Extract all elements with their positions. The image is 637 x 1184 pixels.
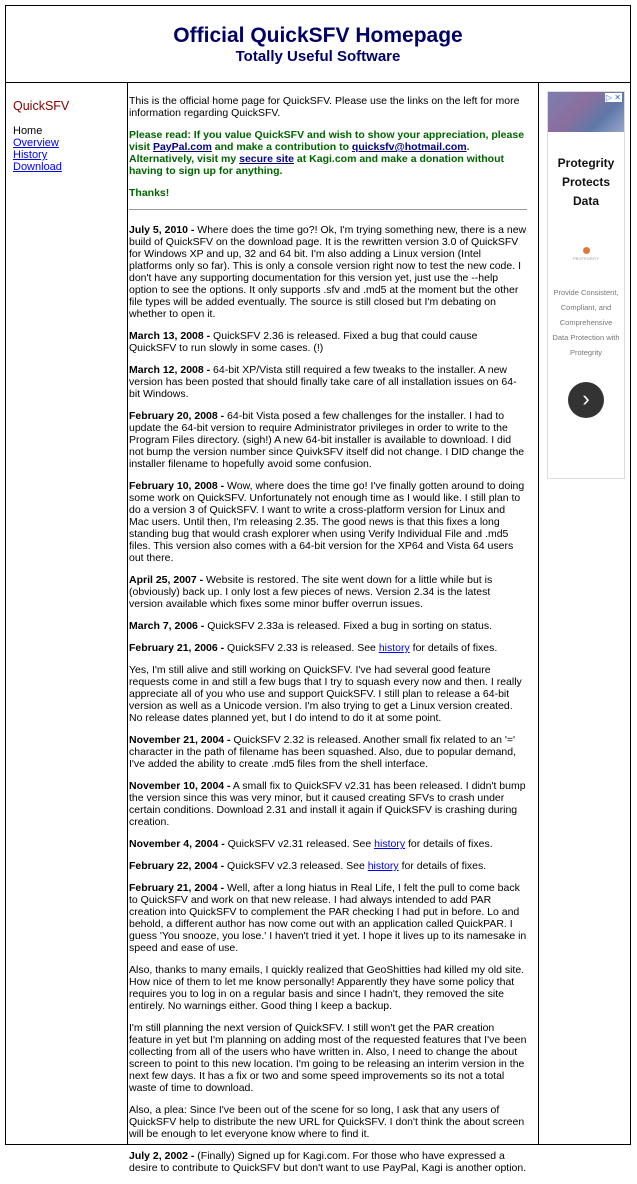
- ad-next-arrow-icon[interactable]: ›: [568, 382, 604, 418]
- page-title: Official QuickSFV Homepage: [173, 24, 463, 47]
- ad-logo-text: PROTEGRITY: [572, 256, 599, 261]
- sidebar-item-download[interactable]: Download: [13, 161, 62, 173]
- news-text: Website is restored. The site went down for a little while but is (obviously) back up. I only lost a few pieces of news. Version 2.34 is the latest version available which fixes some minor buffer overrun issues.: [129, 574, 493, 610]
- news-date: November 10, 2004 -: [129, 780, 231, 792]
- sidebar-item-history[interactable]: History: [13, 149, 48, 161]
- site-header: [6, 6, 630, 83]
- news-item: [129, 1150, 527, 1174]
- news-date: February 22, 2004 -: [129, 860, 225, 872]
- news-text: Yes, I'm still alive and still working on QuickSFV. I've had several good feature requests come in and still a few bugs that I try to squash every now and then. I really appreciate all of you who use and support QuickSFV. I still plan to release a 64-bit version as well as a Unicode version. I'm also trying to get a Linux version created. No release dates planned yet, but I do intend to do it at some point.: [129, 664, 522, 724]
- news-date: March 12, 2008 -: [129, 364, 211, 376]
- news-item: [129, 734, 527, 770]
- news-item: [129, 838, 527, 850]
- donation-text: Please read: If you value QuickSFV and wish to show your appreciation, please visit: [129, 129, 525, 153]
- news-text: QuickSFV 2.33a is released. Fixed a bug in sorting on status.: [204, 620, 493, 632]
- sidebar-nav: [13, 125, 127, 173]
- history-link[interactable]: history: [374, 838, 406, 850]
- news-text: Well, after a long hiatus in Real Life, I felt the pull to come back to QuickSFV and work on that new release. I had always intended to add PAR creation into QuickSFV to complement the PAR checking I had put in before. Lo and behold, a different author has now come out with an application called QuickPAR. I guess 'You snooze, you lose.' I haven't tried it yet. I hope it lives up to its namesake in speed and ease of use.: [129, 882, 527, 954]
- news-item: [129, 1022, 527, 1094]
- donation-text: at Kagi.com and make a donation without having to sign up for anything.: [129, 153, 505, 177]
- sidebar-item-overview[interactable]: Overview: [13, 137, 59, 149]
- news-date: July 5, 2010 -: [129, 224, 195, 236]
- news-item: [129, 620, 527, 632]
- news-text: I'm still planning the next version of QuickSFV. I still won't get the PAR creation feature in yet but I'm planning on adding most of the requested features that I've been collecting from all of the users who have written in. Also, I need to change the about screen to point to this new location. I'm going to be releasing an interim version in the next few days. It has a fix or two and some speed improvements so its not a total waste of time to download.: [129, 1022, 527, 1094]
- secure-site-link[interactable]: secure site: [239, 153, 294, 165]
- news-date: February 21, 2004 -: [129, 882, 225, 894]
- news-date: March 7, 2006 -: [129, 620, 205, 632]
- news-item: [129, 364, 527, 400]
- main-content: [129, 95, 527, 1184]
- news-item: [129, 882, 527, 954]
- history-link[interactable]: history: [378, 642, 410, 654]
- news-text: QuickSFV 2.36 is released. Fixed a bug that could cause QuickSFV to run slowly in some cases. (!): [129, 330, 478, 354]
- news-text: for details of fixes.: [409, 642, 498, 654]
- news-text: Where does the time go?! Ok, I'm trying something new, there is a new build of QuickSFV on the download page. It is the rewritten version 3.0 of QuickSFV for Windows XP and up, 32 and 64 bit. I'm also adding a Linux version (Intel platforms only so far). This is only a console version right now to test the new code. I don't have any supporting documentation for this version yet, just use the --help option to see the options. It only supports .sfv and .md5 at the moment but the other file types will be added eventually. The source is still closed but I'm debating on whether to open it.: [129, 224, 527, 320]
- news-item: [129, 780, 527, 828]
- ad-logo: [568, 247, 604, 261]
- donation-notice: [129, 129, 527, 177]
- ad-banner-image[interactable]: [548, 92, 624, 132]
- news-text: Also, a plea: Since I've been out of the scene for so long, I ask that any users of QuickSFV help to distribute the new URL for QuickSFV. I don't think the about screen will be enough to let everyone know where to find it.: [129, 1104, 525, 1140]
- news-list: [129, 224, 527, 1174]
- history-link[interactable]: history: [367, 860, 399, 872]
- email-link[interactable]: quicksfv@hotmail.com: [351, 141, 467, 153]
- donation-text: and make a contribution to: [211, 141, 352, 153]
- news-text: QuickSFV v2.31 released. See: [224, 838, 375, 850]
- news-text: QuickSFV v2.3 released. See: [224, 860, 368, 872]
- intro-text: This is the official home page for QuickSFV. Please use the links on the left for more information regarding QuickSFV.: [129, 95, 520, 119]
- news-text: (Finally) Signed up for Kagi.com. For those who have expressed a desire to contribute to QuickSFV but don't want to use PayPal, Kagi is another option.: [129, 1150, 527, 1174]
- news-item: [129, 330, 527, 354]
- news-date: July 2, 2002 -: [129, 1150, 195, 1162]
- ad-headline[interactable]: Protegrity Protects Data: [557, 156, 615, 208]
- news-item: [129, 574, 527, 610]
- news-item: [129, 664, 527, 724]
- news-item: [129, 642, 527, 654]
- thanks-text: Thanks!: [129, 187, 170, 199]
- news-item: [129, 1104, 527, 1140]
- ad-body: Provide Consistent, Compliant, and Comprehensive Data Protection with Protegrity: [552, 288, 620, 357]
- sidebar-brand: QuickSFV: [13, 99, 70, 113]
- news-date: February 21, 2006 -: [129, 642, 225, 654]
- donation-text: . Alternatively, visit my: [129, 141, 470, 165]
- sidebar-item-home: Home: [13, 125, 43, 137]
- news-text: 64-bit Vista posed a few challenges for the installer. I had to update the 64-bit version to require Administrator privileges in order to write to the Program Files directory. (sigh!) A new 64-bit installer is available to download. I did not bump the version number since QuivkSFV itself did not change. I DID change the installer filename to hopefully avoid some confusion.: [129, 410, 525, 470]
- paypal-link[interactable]: PayPal.com: [152, 141, 212, 153]
- news-date: November 4, 2004 -: [129, 838, 225, 850]
- news-item: [129, 860, 527, 872]
- news-item: [129, 964, 527, 1012]
- news-date: April 25, 2007 -: [129, 574, 204, 586]
- news-item: [129, 224, 527, 320]
- news-text: A small fix to QuickSFV v2.31 has been released. I didn't bump the version since this was very minor, but it caused creating SFVs to crash under certain conditions. Download 2.31 and install it again if QuickSFV is crashing during creation.: [129, 780, 526, 828]
- news-item: [129, 480, 527, 564]
- news-text: QuickSFV 2.33 is released. See: [224, 642, 379, 654]
- news-text: 64-bit XP/Vista still required a few tweaks to the installer. A new version has been posted that should finally take care of all installation issues on 64-bit Windows.: [129, 364, 517, 400]
- news-date: March 13, 2008 -: [129, 330, 211, 342]
- left-sidebar: [6, 83, 128, 1144]
- news-text: for details of fixes.: [398, 860, 487, 872]
- news-text: for details of fixes.: [405, 838, 493, 850]
- news-date: November 21, 2004 -: [129, 734, 231, 746]
- right-sidebar: [538, 83, 630, 1144]
- divider: [129, 209, 527, 210]
- news-text: Wow, where does the time go! I've finally gotten around to doing some work on QuickSFV. Unfortunately not enough time as I would like. I still plan to do a version 3 of QuickSFV. I want to write a cross-platform version for Linux and Mac users. Until then, I'm releasing 2.35. The good news is that this fixes a long standing bug that would crash explorer when using Verify Individual File and .md5 files. This version also comes with a 64-bit version for the XP64 and Vista 64 users out there.: [129, 480, 525, 564]
- page-subtitle: Totally Useful Software: [235, 48, 401, 65]
- ad-close-icon[interactable]: ▷ ✕: [605, 93, 621, 102]
- news-date: February 10, 2008 -: [129, 480, 225, 492]
- news-date: February 20, 2008 -: [129, 410, 225, 422]
- news-item: [129, 410, 527, 470]
- ad-logo-icon: [583, 247, 590, 254]
- advertisement[interactable]: [547, 91, 625, 479]
- news-text: QuickSFV 2.32 is released. Another small fix related to an '=' character in the path of filename has been squashed. Also, due to popular demand, I've added the ability to create .md5 files from the shell interface.: [129, 734, 517, 770]
- news-text: Also, thanks to many emails, I quickly realized that GeoShitties had killed my old site. How nice of them to let me know personally! Apparently they have some policy that requires you to log in on a regular basis and since I hadn't, they removed the site entirely. No warnings either. Good thing I keep a backup.: [129, 964, 525, 1012]
